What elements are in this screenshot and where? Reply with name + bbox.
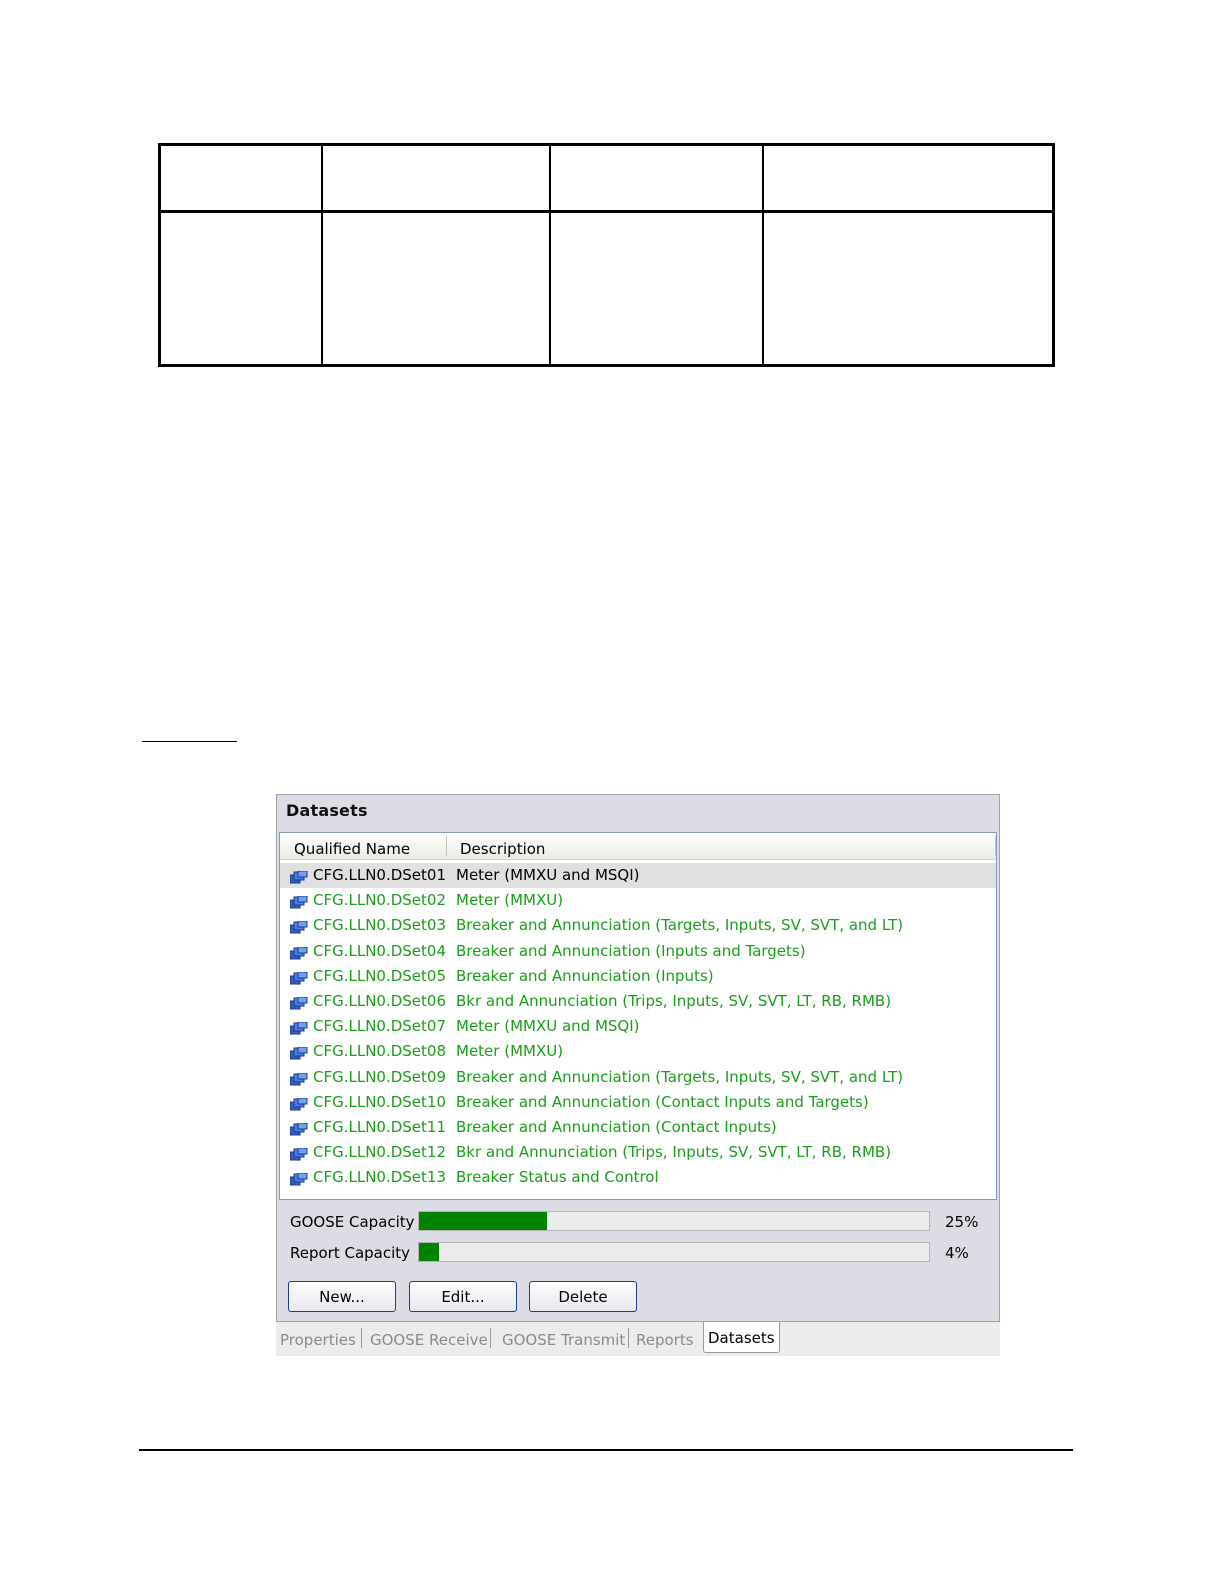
row-qualified-name: CFG.LLN0.DSet04 xyxy=(313,941,447,960)
row-description: Breaker Status and Control xyxy=(456,1168,659,1187)
row-qualified-name: CFG.LLN0.DSet05 xyxy=(313,966,447,985)
table-row[interactable] xyxy=(280,989,996,1014)
tab-separator xyxy=(628,1328,629,1348)
tab-goose-receive[interactable]: GOOSE Receive xyxy=(370,1331,488,1349)
table-row[interactable] xyxy=(280,1014,996,1039)
row-description: Breaker and Annunciation (Contact Inputs and Targets) xyxy=(456,1092,869,1111)
table-cell xyxy=(763,212,1054,366)
goose-capacity-label: GOOSE Capacity xyxy=(290,1213,415,1231)
table-row[interactable] xyxy=(280,1039,996,1064)
row-qualified-name: CFG.LLN0.DSet03 xyxy=(313,916,447,935)
table-row[interactable] xyxy=(280,1090,996,1115)
dataset-icon xyxy=(290,1146,308,1159)
table-header-cell xyxy=(322,145,550,212)
row-description: Meter (MMXU and MSQI) xyxy=(456,1017,640,1036)
datasets-panel xyxy=(276,794,1000,1322)
dataset-rows xyxy=(280,863,996,1190)
row-qualified-name: CFG.LLN0.DSet07 xyxy=(313,1017,447,1036)
tab-reports[interactable]: Reports xyxy=(636,1331,694,1349)
edit-button[interactable]: Edit... xyxy=(409,1281,517,1312)
tab-separator xyxy=(361,1328,362,1348)
tab-separator xyxy=(490,1328,491,1348)
list-header xyxy=(280,833,996,860)
table-row[interactable] xyxy=(280,913,996,938)
row-qualified-name: CFG.LLN0.DSet09 xyxy=(313,1067,447,1086)
table-cell xyxy=(160,212,323,366)
goose-capacity-fill xyxy=(419,1212,547,1230)
dataset-icon xyxy=(290,869,308,882)
table-row[interactable] xyxy=(280,1165,996,1190)
column-separator[interactable] xyxy=(446,836,447,856)
table-row[interactable] xyxy=(280,939,996,964)
table-row[interactable] xyxy=(280,863,996,888)
dataset-icon xyxy=(290,970,308,983)
row-description: Breaker and Annunciation (Contact Inputs) xyxy=(456,1117,777,1136)
tab-datasets[interactable]: Datasets xyxy=(703,1322,780,1353)
panel-title: Datasets xyxy=(286,801,368,820)
goose-capacity-value: 25% xyxy=(945,1213,979,1231)
row-qualified-name: CFG.LLN0.DSet11 xyxy=(313,1117,447,1136)
datasets-list[interactable] xyxy=(279,832,997,1200)
row-qualified-name: CFG.LLN0.DSet10 xyxy=(313,1092,447,1111)
column-separator[interactable] xyxy=(995,836,996,856)
caption-underline xyxy=(142,741,237,742)
column-header-qualified-name[interactable]: Qualified Name xyxy=(294,840,411,858)
column-header-description[interactable]: Description xyxy=(460,840,546,858)
row-qualified-name: CFG.LLN0.DSet02 xyxy=(313,891,447,910)
row-description: Bkr and Annunciation (Trips, Inputs, SV, SVT, LT, RB, RMB) xyxy=(456,991,892,1010)
tab-strip xyxy=(276,1322,1000,1356)
dataset-icon xyxy=(290,995,308,1008)
table-cell xyxy=(322,212,550,366)
dataset-icon xyxy=(290,945,308,958)
table-row[interactable] xyxy=(280,888,996,913)
table-row[interactable] xyxy=(280,1140,996,1165)
row-description: Meter (MMXU) xyxy=(456,1042,564,1061)
table-header-cell xyxy=(550,145,763,212)
table-header-cell xyxy=(160,145,323,212)
goose-capacity-bar xyxy=(418,1211,930,1231)
dataset-icon xyxy=(290,919,308,932)
new-button[interactable]: New... xyxy=(288,1281,396,1312)
table-header-cell xyxy=(763,145,1054,212)
table-row[interactable] xyxy=(280,1065,996,1090)
report-capacity-fill xyxy=(419,1243,439,1261)
table-row[interactable] xyxy=(280,1115,996,1140)
document-table xyxy=(158,143,1055,367)
report-capacity-label: Report Capacity xyxy=(290,1244,411,1262)
table-cell xyxy=(550,212,763,366)
row-description: Breaker and Annunciation (Targets, Inputs, SV, SVT, and LT) xyxy=(456,916,904,935)
row-description: Breaker and Annunciation (Targets, Inputs, SV, SVT, and LT) xyxy=(456,1067,904,1086)
row-description: Meter (MMXU) xyxy=(456,891,564,910)
dataset-icon xyxy=(290,1020,308,1033)
dataset-icon xyxy=(290,1096,308,1109)
footer-rule xyxy=(139,1449,1073,1451)
table-row[interactable] xyxy=(280,964,996,989)
dataset-icon xyxy=(290,1071,308,1084)
row-qualified-name: CFG.LLN0.DSet13 xyxy=(313,1168,447,1187)
row-qualified-name: CFG.LLN0.DSet06 xyxy=(313,991,447,1010)
row-qualified-name: CFG.LLN0.DSet08 xyxy=(313,1042,447,1061)
report-capacity-value: 4% xyxy=(945,1244,969,1262)
row-description: Breaker and Annunciation (Inputs and Targets) xyxy=(456,941,806,960)
dataset-icon xyxy=(290,1171,308,1184)
tab-properties[interactable]: Properties xyxy=(280,1331,356,1349)
report-capacity-bar xyxy=(418,1242,930,1262)
row-description: Breaker and Annunciation (Inputs) xyxy=(456,966,714,985)
row-qualified-name: CFG.LLN0.DSet01 xyxy=(313,866,447,884)
tab-goose-transmit[interactable]: GOOSE Transmit xyxy=(502,1331,626,1349)
row-description: Meter (MMXU and MSQI) xyxy=(456,866,640,884)
row-qualified-name: CFG.LLN0.DSet12 xyxy=(313,1143,447,1162)
dataset-icon xyxy=(290,894,308,907)
dataset-icon xyxy=(290,1121,308,1134)
dataset-icon xyxy=(290,1045,308,1058)
delete-button[interactable]: Delete xyxy=(529,1281,637,1312)
row-description: Bkr and Annunciation (Trips, Inputs, SV, SVT, LT, RB, RMB) xyxy=(456,1143,892,1162)
